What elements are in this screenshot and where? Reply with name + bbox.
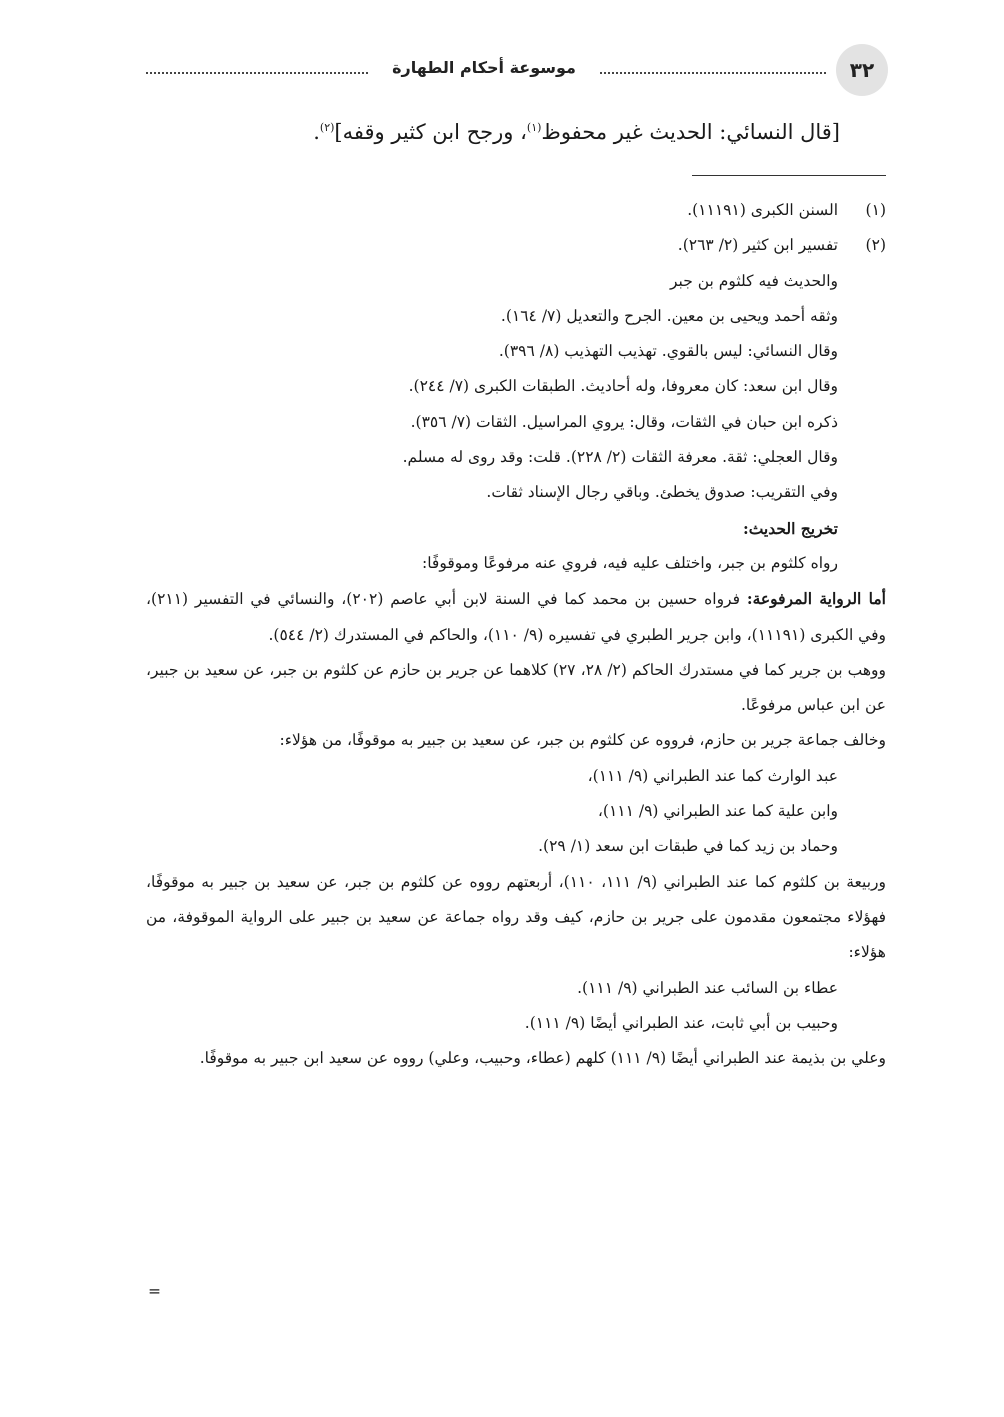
main-text-start: [قال النسائي: الحديث غير محفوظ [541, 120, 840, 144]
footnote-ref-2[interactable]: (٢) [319, 121, 335, 134]
footnote-ref-1[interactable]: (١) [526, 121, 542, 134]
list-item: عطاء بن السائب عند الطبراني (٩/ ١١١). [577, 978, 838, 997]
footnotes [146, 193, 886, 1076]
header-dotted-rule-left [146, 72, 368, 74]
footnote-line: وثقه أحمد ويحيى بن معين. الجرح والتعديل (٧/ ١٦٤). [500, 306, 838, 325]
main-paragraph [150, 112, 840, 152]
page-number-badge [836, 44, 888, 96]
footnote-line: والحديث فيه كلثوم بن جبر [669, 271, 838, 290]
footnote-line: وقال العجلي: ثقة. معرفة الثقات (٢/ ٢٢٨). قلت: وقد روى له مسلم. [402, 448, 838, 467]
footnote-number: (٢) [865, 236, 886, 255]
footnote-text: تفسير ابن كثير (٢/ ٢٦٣). [677, 236, 838, 255]
footnote-text: السنن الكبرى (١١١٩١). [687, 201, 838, 219]
list-item: وابن علية كما عند الطبراني (٩/ ١١١)، [597, 802, 838, 821]
list-item: عبد الوارث كما عند الطبراني (٩/ ١١١)، [587, 766, 838, 785]
footnote-separator [692, 175, 886, 176]
footnote-line: ذكره ابن حبان في الثقات، وقال: يروي المراسيل. الثقات (٧/ ٣٥٦). [410, 412, 838, 431]
footnote-line: وفي التقريب: صدوق يخطئ. وباقي رجال الإسناد ثقات. [486, 483, 838, 502]
footnote-number: (١) [865, 201, 886, 219]
footnote-line: وقال ابن سعد: كان معروفا، وله أحاديث. الطبقات الكبرى (٧/ ٢٤٤). [408, 377, 838, 396]
wahb-paragraph: ووهب بن جرير كما في مستدرك الحاكم (٢/ ٢٨، ٢٧) كلاهما عن جرير بن حازم عن كلثوم بن جبر، عن سعيد بن جبير، عن ابن عباس مرفوعًا. [146, 660, 887, 715]
khalaf-paragraph: وخالف جماعة جرير بن حازم، فرووه عن كلثوم بن جبر، عن سعيد بن جبير به موقوفًا، من هؤلاء: [279, 731, 886, 750]
list-item: وحماد بن زيد كما في طبقات ابن سعد (١/ ٢٩). [538, 837, 838, 856]
footnote-line: وقال النسائي: ليس بالقوي. تهذيب التهذيب (٨/ ٣٩٦). [498, 342, 838, 361]
marfua-label: أما الرواية المرفوعة: [746, 589, 886, 609]
main-text-mid: ، ورجح ابن كثير وقفه] [334, 120, 527, 144]
running-header-title: موسوعة أحكام الطهارة [392, 58, 576, 77]
rabia-paragraph: وربيعة بن كلثوم كما عند الطبراني (٩/ ١١١، ١١٠)، أربعتهم رووه عن كلثوم بن جبر، عن سعيد بن جبير به موقوفًا، فهؤلاء مجتمعون مقدمون على جرير بن حازم، كيف وقد رواه جماعة عن سعيد بن جبير على الرواية الموقوفة، من هؤلاء: [146, 872, 886, 962]
takhrij-heading: تخريج الحديث: [742, 518, 838, 538]
marfua-text: فرواه حسين بن محمد كما في السنة لابن أبي عاصم (٢٠٢)، والنسائي في التفسير (٢١١)، وفي الكبرى (١١١٩١)، وابن جرير الطبري في تفسيره (٩/ ١١٠)، والحاكم في المستدرك (٢/ ٥٤٤). [146, 590, 886, 644]
continuation-mark: = [148, 1282, 161, 1300]
main-text-end: . [313, 120, 320, 144]
marfua-paragraph [146, 581, 886, 653]
header-dotted-rule-right [600, 72, 826, 74]
takhrij-intro: رواه كلثوم بن جبر، واختلف عليه فيه، فروي عنه مرفوعًا وموقوفًا: [421, 553, 838, 572]
footnote-2 [146, 228, 886, 263]
footnote-1 [146, 193, 886, 228]
list-item: وحبيب بن أبي ثابت، عند الطبراني أيضًا (٩/ ١١١). [524, 1013, 838, 1032]
page-number: ٣٢ [849, 58, 875, 82]
ali-paragraph: وعلي بن بذيمة عند الطبراني أيضًا (٩/ ١١١) كلهم (عطاء، وحبيب، وعلي) رووه عن سعيد ابن جبير به موقوفًا. [199, 1049, 886, 1068]
